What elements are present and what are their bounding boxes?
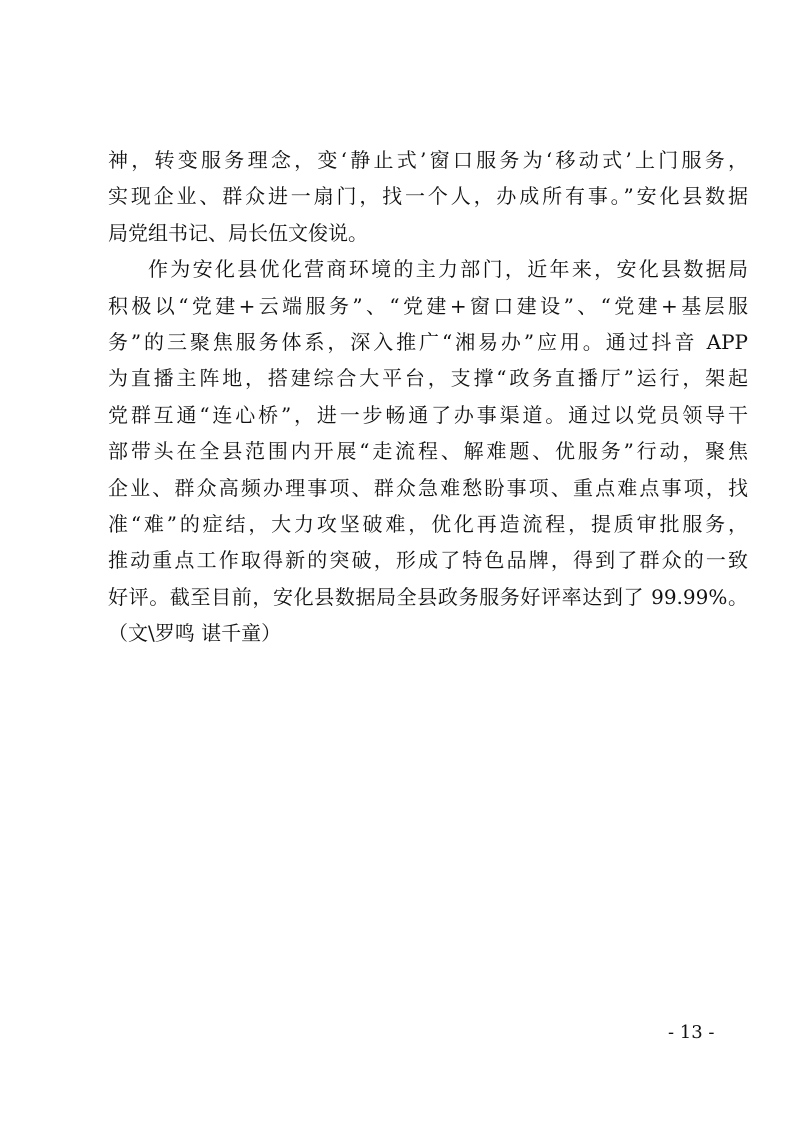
- text-line: 准“难”的症结，大力攻坚破难，优化再造流程，提质审批服务，: [108, 511, 748, 536]
- paragraph-2: [108, 251, 748, 651]
- text-line: 好评。截至目前，安化县数据局全县政务服务好评率达到了 99.99%。: [108, 584, 748, 609]
- text-line: 部带头在全县范围内开展“走流程、解难题、优服务”行动，聚焦: [108, 439, 748, 464]
- text-line: 推动重点工作取得新的突破，形成了特色品牌，得到了群众的一致: [108, 548, 748, 573]
- author-credit: （文\罗鸣 谌千童）: [108, 621, 282, 646]
- text-line: 作为安化县优化营商环境的主力部门，近年来，安化县数据局: [148, 257, 748, 282]
- text-line: 务”的三聚焦服务体系，深入推广“湘易办”应用。通过抖音 APP: [108, 329, 748, 354]
- paragraph-1: [108, 142, 748, 251]
- page-number: - 13 -: [668, 1022, 715, 1043]
- text-line: 企业、群众高频办理事项、群众急难愁盼事项、重点难点事项，找: [108, 475, 748, 500]
- text-line: 党群互通“连心桥”，进一步畅通了办事渠道。通过以党员领导干: [108, 402, 748, 427]
- text-line: 神，转变服务理念，变‘静止式’窗口服务为‘移动式’上门服务，: [108, 148, 748, 172]
- text-line: 为直播主阵地，搭建综合大平台，支撑“政务直播厅”运行，架起: [108, 366, 748, 391]
- text-line: 局党组书记、局长伍文俊说。: [108, 220, 368, 245]
- article-body: [108, 142, 748, 651]
- text-line: 积极以“党建+云端服务”、“党建+窗口建设”、“党建+基层服: [108, 293, 748, 318]
- text-line: 实现企业、群众进一扇门，找一个人，办成所有事。”安化县数据: [108, 184, 748, 209]
